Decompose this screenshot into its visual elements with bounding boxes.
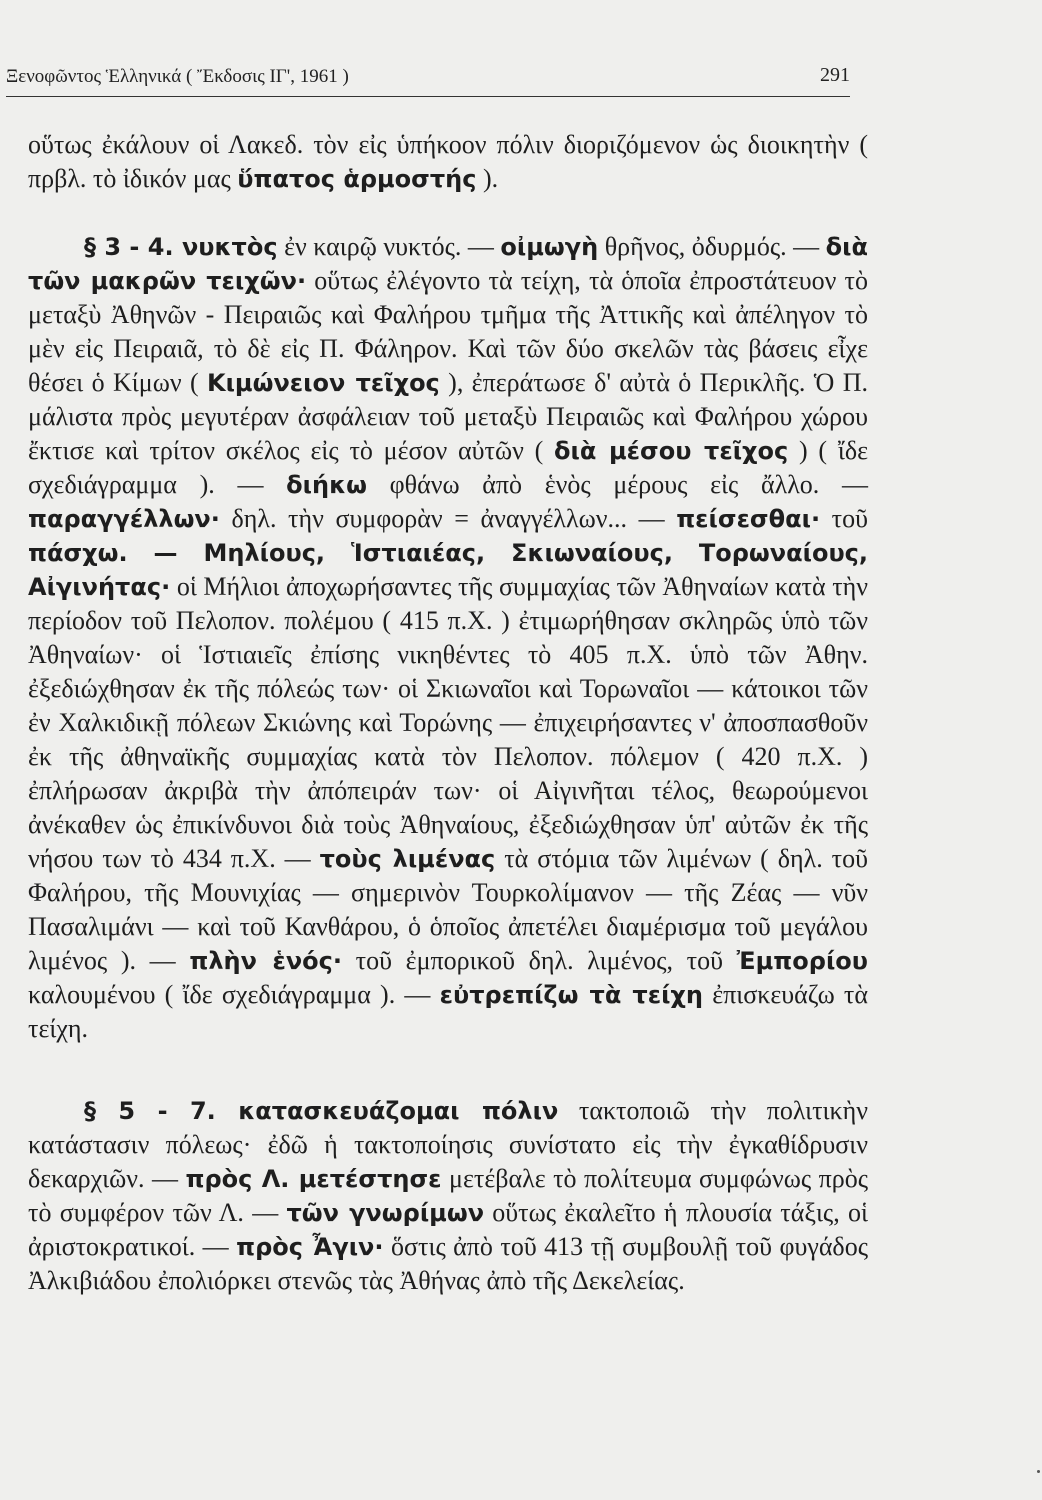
- bold-term: πείσεσθαι·: [676, 505, 821, 533]
- text-span: τακτοποιῶ τὴν πολιτικὴν κατάστασιν πόλεως· ἐδῶ ἡ τακτοποίησις συνίστατο εἰς τὴν ἐγκαθίδρυσιν δεκαρχιῶν. —: [28, 1096, 869, 1193]
- section-heading: § 3 - 4. νυκτὸς: [84, 233, 278, 261]
- text-span: ἐπισκευάζω τὰ τείχη.: [28, 980, 869, 1043]
- text-span: καλουμένου ( ἴδε σχεδιάγραμμα ). —: [28, 980, 440, 1009]
- paragraph-2: [28, 230, 868, 1046]
- paragraph-3: [28, 1094, 868, 1298]
- text-span: ὅστις ἀπὸ τοῦ 413 τῇ συμβουλῇ τοῦ φυγάδος Ἀλκιβιάδου ἐπολιόρκει στενῶς τὰς Ἀθήνας ἀπὸ τῆς Δεκελείας.: [28, 1232, 868, 1295]
- text-span: οὕτως ἐκάλουν οἱ Λακεδ. τὸν εἰς ὑπήκοον πόλιν διοριζόμενον ὡς διοικητὴν ( πρβλ. τὸ ἰδικόν μας: [28, 130, 868, 193]
- bold-term: πρὸς Ἆγιν·: [236, 1233, 384, 1261]
- bold-term: πάσχω. — Μηλίους, Ἱστιαιέας, Σκιωναίους, Τορωναίους, Αἰγινήτας·: [28, 539, 868, 601]
- paragraph-gap: [28, 1046, 868, 1094]
- running-head: Ξενοφῶντος Ἑλληνικά ( Ἔκδοσις ΙΓ', 1961 ): [6, 66, 349, 87]
- bold-term: διὰ τῶν μακρῶν τειχῶν·: [28, 233, 868, 295]
- body-text: [28, 128, 868, 1298]
- page-number: 291: [820, 64, 850, 86]
- text-span: ἐν καιρῷ νυκτός. —: [277, 232, 501, 261]
- text-span: οὕτως ἐκαλεῖτο ἡ πλουσία τάξις, οἱ ἀριστοκρατικοί. —: [28, 1198, 868, 1261]
- bold-term: πλὴν ἑνός·: [189, 947, 343, 975]
- bold-term: οἰμωγὴ: [500, 233, 599, 261]
- bold-term: διήκω: [286, 471, 367, 499]
- text-span: τοῦ: [820, 504, 868, 533]
- text-span: οὕτως ἐλέγοντο τὰ τείχη, τὰ ὁποῖα ἐπροστάτευον τὸ μεταξὺ Ἀθηνῶν - Πειραιῶς καὶ Φαλήρου τμῆμα τῆς Ἀττικῆς καὶ ἀπέληγον τὸ μὲν εἰς Πειραιᾶ, τὸ δὲ εἰς Π. Φάληρον. Καὶ τῶν δύο σκελῶν τὰς βάσεις εἶχε θέσει ὁ Κίμων (: [28, 266, 868, 397]
- bold-term: τοὺς λιμένας: [319, 845, 496, 873]
- bold-term: τῶν γνωρίμων: [286, 1199, 485, 1227]
- text-span: ) ( ἴδε σχεδιάγραμμα ). —: [28, 436, 869, 499]
- bold-term: παραγγέλλων·: [28, 505, 220, 533]
- paragraph-gap: [28, 196, 868, 230]
- bold-term: Κιμώνειον τεῖχος: [206, 369, 440, 397]
- text-span: φθάνω ἀπὸ ἑνὸς μέρους εἰς ἄλλο. —: [366, 470, 868, 499]
- page-header: [6, 62, 850, 97]
- section-heading: § 5 - 7. κατασκευάζομαι πόλιν: [84, 1097, 559, 1125]
- bold-term: εὐτρεπίζω τὰ τείχη: [439, 981, 703, 1009]
- text-span: τοῦ ἐμπορικοῦ δηλ. λιμένος, τοῦ: [342, 946, 737, 975]
- text-span: ), ἐπεράτωσε δ' αὐτὰ ὁ Περικλῆς. Ὁ Π. μάλιστα πρὸς μεγυτέραν ἀσφάλειαν τοῦ μεταξὺ Πειραιῶς καὶ Φαλήρου χώρου ἔκτισε καὶ τρίτον σκέλος εἰς τὸ μέσον αὐτῶν (: [28, 368, 868, 465]
- scan-speck: [1037, 1470, 1040, 1473]
- text-span: τὰ στόμια τῶν λιμένων ( δηλ. τοῦ Φαλήρου, τῆς Μουνιχίας — σημερινὸν Τουρκολίμανον — τῆς Ζέας — νῦν Πασαλιμάνι — καὶ τοῦ Κανθάρου, ὁ ὁποῖος ἀπετέλει διαμέρισμα τοῦ μεγάλου λιμένος ). —: [28, 844, 868, 975]
- text-span: μετέβαλε τὸ πολίτευμα συμφώνως πρὸς τὸ συμφέρον τῶν Λ. —: [28, 1164, 868, 1227]
- text-span: ).: [476, 164, 499, 193]
- bold-term: διὰ μέσου τεῖχος: [554, 437, 789, 465]
- bold-term: ὕπατος ἁρμοστής: [237, 165, 477, 193]
- bold-term: Ἐμπορίου: [736, 947, 868, 975]
- text-span: οἱ Μήλιοι ἀποχωρήσαντες τῆς συμμαχίας τῶν Ἀθηναίων κατὰ τὴν περίοδον τοῦ Πελοπον. πολέμου ( 415 π.Χ. ) ἐτιμωρήθησαν σκληρῶς ὑπὸ τῶν Ἀθηναίων· οἱ Ἱστιαιεῖς ἐπίσης νικηθέντες τὸ 405 π.Χ. ὑπὸ τῶν Ἀθην. ἐξεδιώχθησαν ἐκ τῆς πόλεώς των· οἱ Σκιωναῖοι καὶ Τορωναῖοι — κάτοικοι τῶν ἐν Χαλκιδικῇ πόλεων Σκιώνης καὶ Τορώνης — ἐπιχειρήσαντες ν' ἀποσπασθοῦν ἐκ τῆς ἀθηναϊκῆς συμμαχίας κατὰ τὸν Πελοπον. πόλεμον ( 420 π.Χ. ) ἐπλήρωσαν ἀκριβὰ τὴν ἀπόπειράν των· οἱ Αἰγινῆται τέλος, θεωρούμενοι ἀνέκαθεν ὡς ἐπικίνδυνοι διὰ τοὺς Ἀθηναίους, ἐξεδιώχθησαν ὑπ' αὐτῶν ἐκ τῆς νήσου των τὸ 434 π.Χ. —: [28, 572, 868, 873]
- text-span: θρῆνος, ὀδυρμός. —: [598, 232, 826, 261]
- bold-term: πρὸς Λ. μετέστησε: [185, 1165, 442, 1193]
- paragraph-1: [28, 128, 868, 196]
- text-span: δηλ. τὴν συμφορὰν = ἀναγγέλλων... —: [219, 504, 677, 533]
